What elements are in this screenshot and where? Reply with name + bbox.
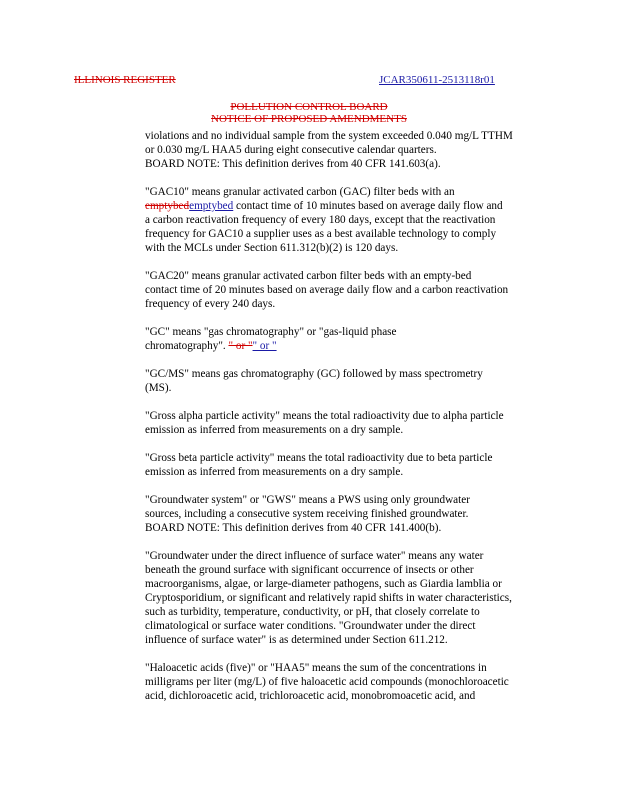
text-line: "Groundwater under the direct influence of surface water" means any water <box>145 550 484 562</box>
text-line: acid, dichloroacetic acid, trichloroacetic acid, monobromoacetic acid, and <box>145 690 476 702</box>
text-line: contact time of 20 minutes based on average daily flow and a carbon reactivation <box>145 284 509 296</box>
paragraph-gcms <box>145 367 565 395</box>
text-line: or 0.030 mg/L HAA5 during eight consecutive calendar quarters. <box>145 144 437 156</box>
text-line: climatological or surface water conditions. "Groundwater under the direct <box>145 620 476 632</box>
paragraph-groundwater-system <box>145 493 565 535</box>
text-line: (MS). <box>145 382 172 394</box>
text-line: milligrams per liter (mg/L) of five haloacetic acid compounds (monochloroacetic <box>145 676 509 688</box>
paragraph-gross-beta <box>145 451 565 479</box>
paragraph-haa5 <box>145 661 565 703</box>
text-line: violations and no individual sample from the system exceeded 0.040 mg/L TTHM <box>145 130 513 142</box>
text-line: "GAC10" means granular activated carbon (GAC) filter beds with an <box>145 186 455 198</box>
paragraph-gac10 <box>145 185 565 255</box>
text-line: "GAC20" means granular activated carbon filter beds with an empty-bed <box>145 270 472 282</box>
text-line: emission as inferred from measurements on a dry sample. <box>145 424 404 436</box>
text-line: "Haloacetic acids (five)" or "HAA5" means the sum of the concentrations in <box>145 662 487 674</box>
paragraph-gac20 <box>145 269 565 311</box>
text-line: "GC" means "gas chromatography" or "gas-liquid phase <box>145 326 397 338</box>
document-id: JCAR350611-2513118r01 <box>379 74 495 86</box>
text-line: macroorganisms, algae, or large-diameter pathogens, such as Giardia lamblia or <box>145 578 502 590</box>
text-line <box>145 199 565 213</box>
text-line: Cryptosporidium, or significant and relatively rapid shifts in water characteristics, <box>145 592 512 604</box>
text-line: sources, including a consecutive system receiving finished groundwater. <box>145 508 469 520</box>
deleted-text: emptybed <box>145 200 190 212</box>
text-line: BOARD NOTE: This definition derives from 40 CFR 141.603(a). <box>145 158 441 170</box>
deleted-text: " or " <box>228 340 253 352</box>
board-heading: POLLUTION CONTROL BOARD <box>230 101 388 113</box>
text-line: beneath the ground surface with significant occurrence of insects or other <box>145 564 474 576</box>
text-line: "Gross alpha particle activity" means the total radioactivity due to alpha particle <box>145 410 504 422</box>
text-line: influence of surface water" is as determined under Section 611.212. <box>145 634 448 646</box>
text-line: frequency for GAC10 a supplier uses as a best available technology to comply <box>145 228 497 240</box>
document-body <box>145 129 565 717</box>
text-line: a carbon reactivation frequency of every 180 days, except that the reactivation <box>145 214 496 226</box>
line-text: chromatography". <box>145 340 226 352</box>
text-line: emission as inferred from measurements on a dry sample. <box>145 466 404 478</box>
notice-heading: NOTICE OF PROPOSED AMENDMENTS <box>211 113 407 125</box>
text-line: "Groundwater system" or "GWS" means a PWS using only groundwater <box>145 494 470 506</box>
text-line: "GC/MS" means gas chromatography (GC) followed by mass spectrometry <box>145 368 483 380</box>
text-line: such as turbidity, temperature, conductivity, or pH, that closely correlate to <box>145 606 480 618</box>
text-line: BOARD NOTE: This definition derives from 40 CFR 141.400(b). <box>145 522 442 534</box>
register-header: ILLINOIS REGISTER <box>74 74 176 86</box>
line-text: contact time of 10 minutes based on average daily flow and <box>236 200 503 212</box>
text-line <box>145 339 565 353</box>
inserted-text: emptybed <box>189 200 234 212</box>
paragraph-continuation <box>145 129 565 171</box>
text-line: with the MCLs under Section 611.312(b)(2) is 120 days. <box>145 242 399 254</box>
inserted-text: " or " <box>252 340 277 352</box>
paragraph-gwudi <box>145 549 565 647</box>
paragraph-gc <box>145 325 565 353</box>
text-line: "Gross beta particle activity" means the total radioactivity due to beta particle <box>145 452 493 464</box>
paragraph-gross-alpha <box>145 409 565 437</box>
text-line: frequency of every 240 days. <box>145 298 276 310</box>
